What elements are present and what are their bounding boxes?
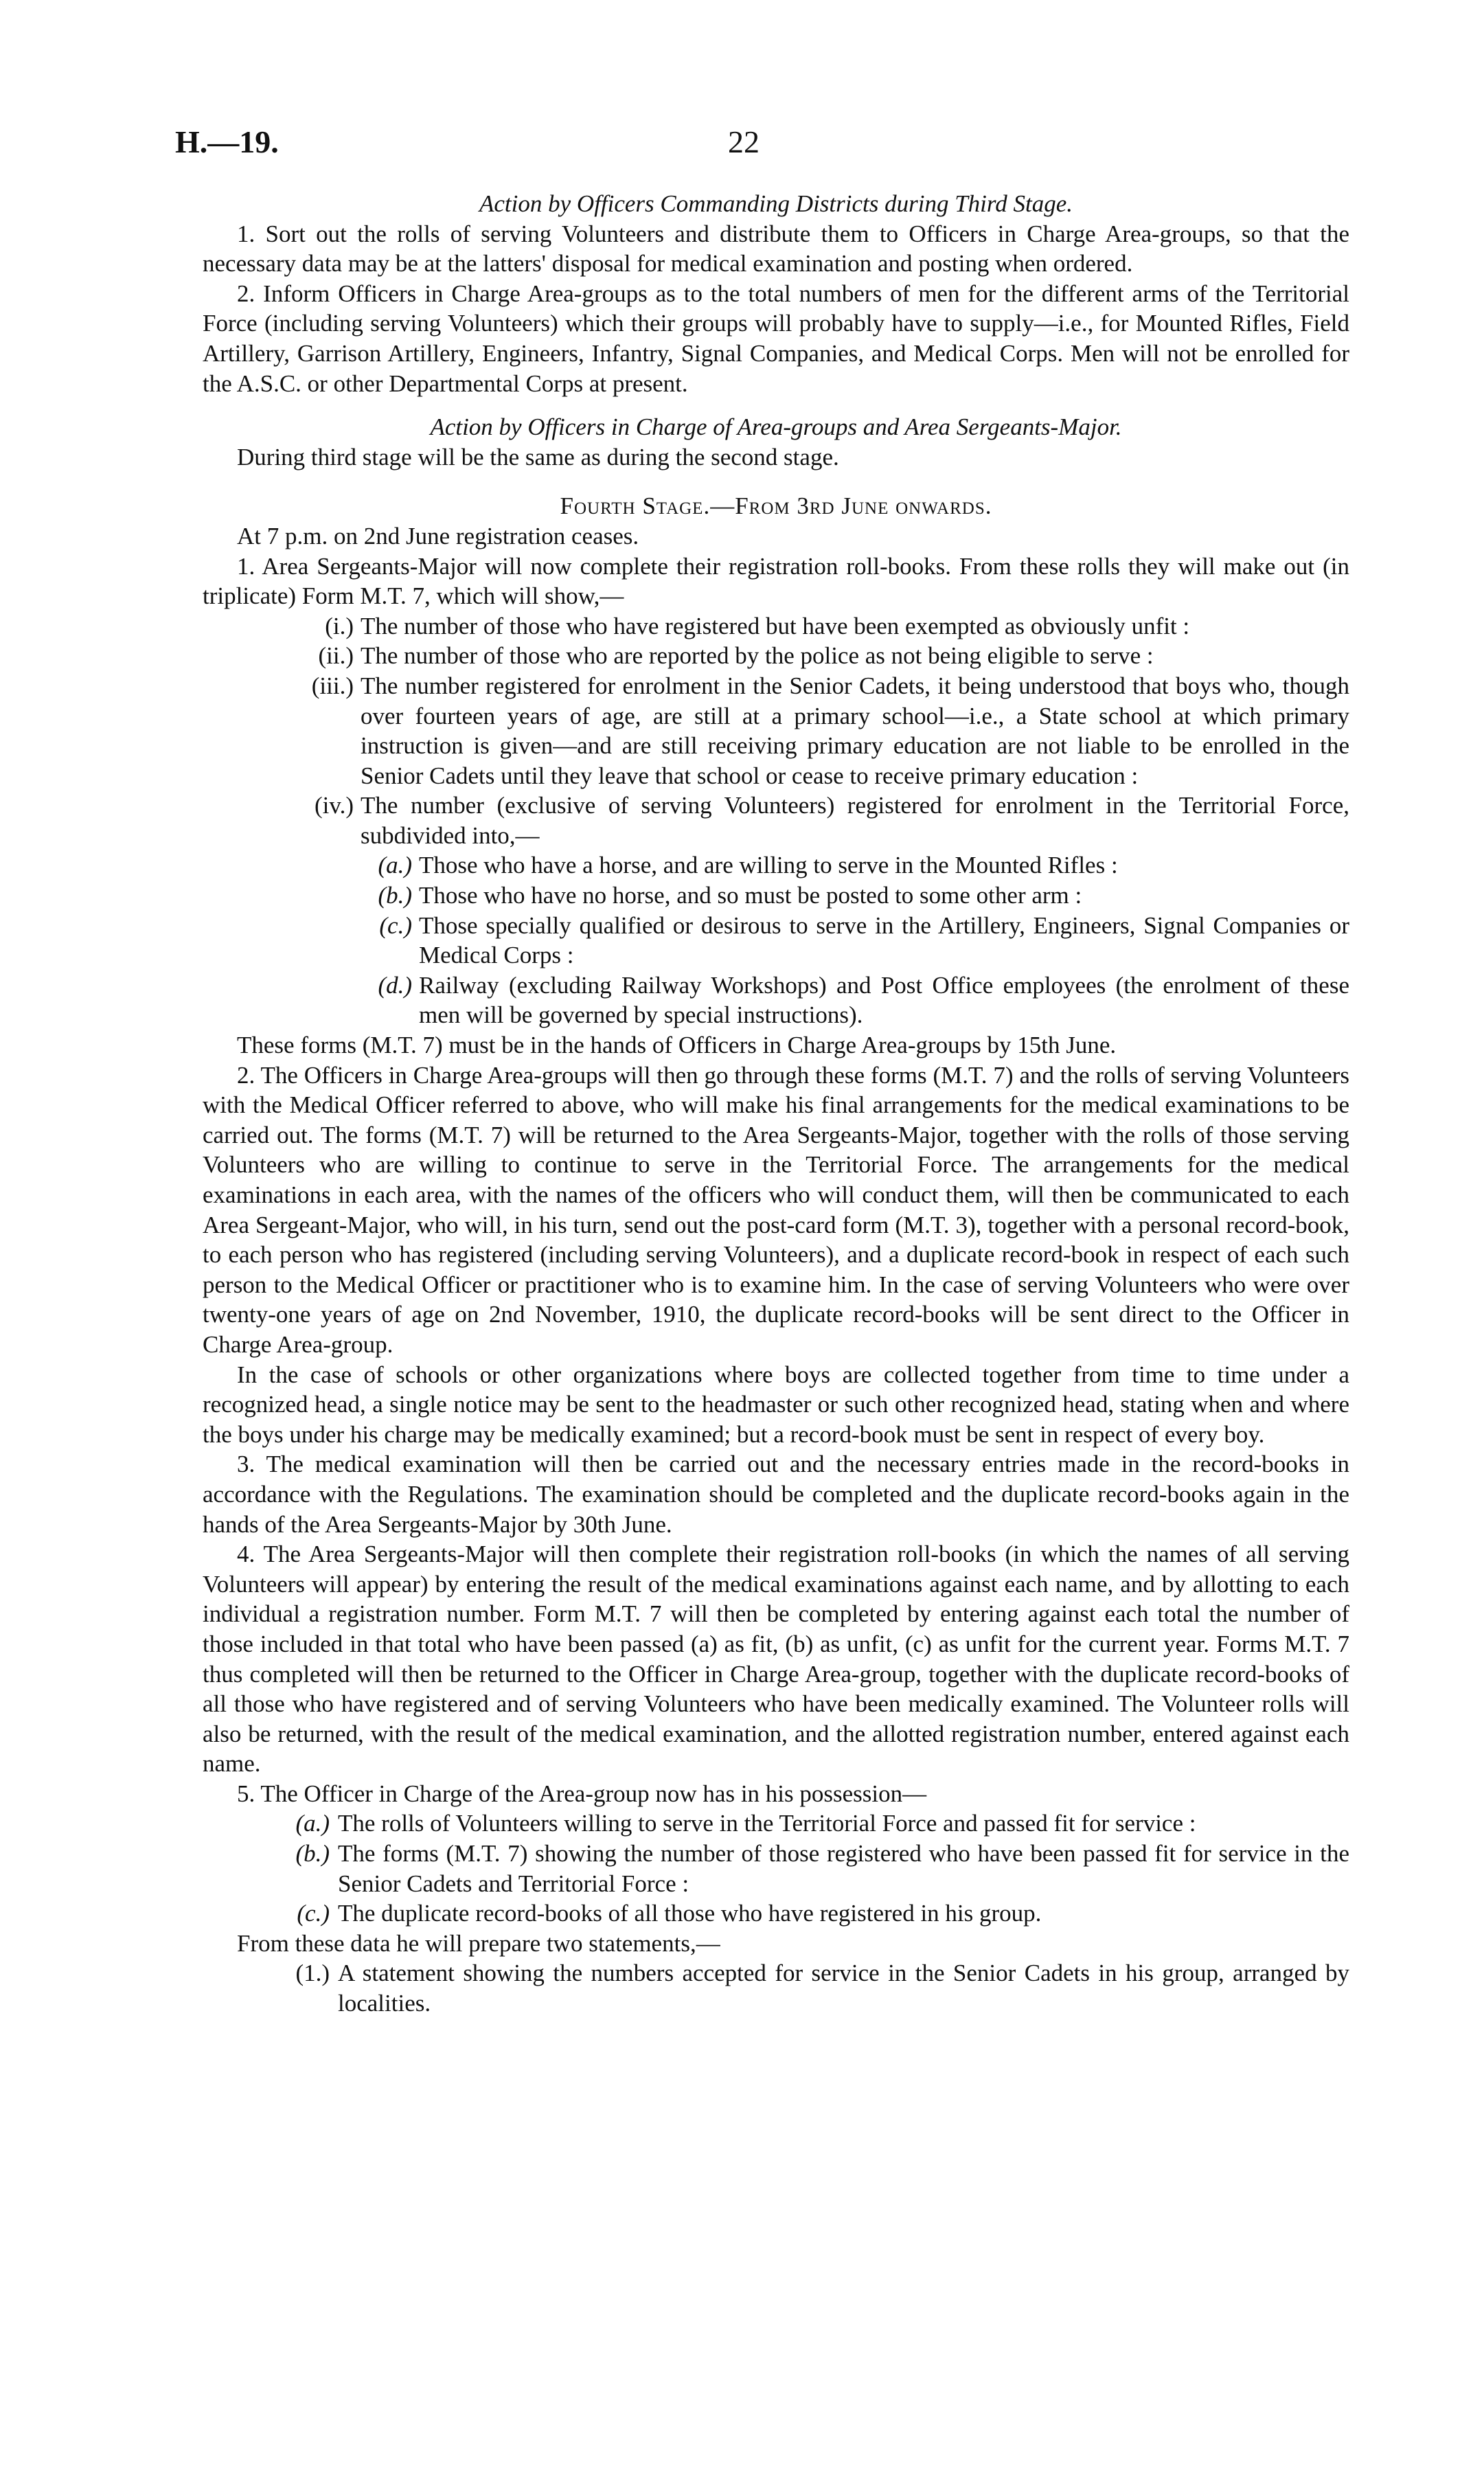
list-item-text: The forms (M.T. 7) showing the number of those registered who have been passed fit for service in the Senior Cadets and Territorial Force : [338,1840,1349,1897]
paragraph: 3. The medical examination will then be carried out and the necessary entries made in the record-books in accordance with the Regulations. The examination should be completed and the duplicate record-books again in the hands of the Area Sergeants-Major by 30th June. [203,1451,1349,1538]
paragraph: At 7 p.m. on 2nd June registration ceases. [237,522,639,549]
list-item-text: The number registered for enrolment in the Senior Cadets, it being understood that boys who, though over fourteen years of age, are still at a primary school—i.e., a State school at which primary instruction is given—and are still receiving primary education are not liable to be enrolled in the Senior Cadets until they leave that school or cease to receive primary education : [361,672,1349,789]
paragraph: These forms (M.T. 7) must be in the hands of Officers in Charge Area-groups by 15th June. [237,1032,1117,1059]
form-mt7-list [203,611,1349,1030]
paragraph: 1. Sort out the rolls of serving Volunteers and distribute them to Officers in Charge Area-groups, so that the necessary data may be at the latters' disposal for medical examination and posting when ordered. [203,220,1349,277]
section-heading-third-stage-area-groups: Action by Officers in Charge of Area-groups and Area Sergeants-Major. [430,413,1122,441]
list-item-text: The number of those who have registered but have been exempted as obviously unfit : [361,612,1190,639]
section-heading-fourth-stage: Fourth Stage.—From 3rd June onwards. [560,492,992,520]
list-item-text: The duplicate record-books of all those who have registered in his group. [338,1900,1042,1927]
list-item-label: (b.) [295,1840,330,1868]
page-body [203,189,1349,2019]
list-item-label: (i.) [325,612,354,639]
possession-list [203,1808,1349,1928]
list-item-text: Those specially qualified or desirous to serve in the Artillery, Engineers, Signal Companies or Medical Corps : [419,911,1349,969]
paragraph: 4. The Area Sergeants-Major will then complete their registration roll-books (in which the names of all serving Volunteers will appear) by entering the result of the medical examinations against each name, and by allotting to each individual a registration number. Form M.T. 7 will then be completed by entering against each total the number of those included in that total who have been passed (a) as fit, (b) as unfit, (c) as unfit for the current year. Forms M.T. 7 thus completed will then be returned to the Officer in Charge Area-group, together with the duplicate record-books of all those who have registered and of serving Volunteers who have been medically examined. The Volunteer rolls will also be returned, with the result of the medical examination, and the allotted registration number, entered against each name. [203,1541,1349,1778]
list-item-label: (a.) [378,852,412,879]
paragraph: During third stage will be the same as during the second stage. [237,443,839,470]
list-item [203,1958,1349,2018]
list-item-label: (d.) [378,971,412,999]
list-item-label: (b.) [378,882,412,909]
list-item-label: (c.) [379,911,412,939]
list-item-text: The number (exclusive of serving Volunteers) registered for enrolment in the Territorial Force, subdivided into,— [361,792,1349,849]
paragraph: In the case of schools or other organizations where boys are collected together from time to time under a recognized head, a single notice may be sent to the headmaster or such other recognized head, stating when and where the boys under his charge may be medically examined; but a record-book must be sent in respect of every boy. [203,1361,1349,1448]
list-item-label: (c.) [297,1900,330,1927]
sub-list-item [203,911,1349,971]
list-item-label: (a.) [295,1810,330,1837]
list-item-text: Those who have no horse, and so must be posted to some other arm : [419,882,1082,909]
list-item-label: (iii.) [311,672,354,699]
paragraph: 2. Inform Officers in Charge Area-groups as to the total numbers of men for the different arms of the Territorial Force (including serving Volunteers) which their groups will probably have to supply—i.e., for Mounted Rifles, Field Artillery, Garrison Artillery, Engineers, Infantry, Signal Companies, and Medical Corps. Men will not be enrolled for the A.S.C. or other Departmental Corps at present. [203,280,1349,397]
list-item [203,641,1349,671]
paragraph: From these data he will prepare two statements,— [237,1929,720,1957]
sub-list-item [203,881,1349,911]
section-heading-third-stage-districts: Action by Officers Commanding Districts during Third Stage. [479,190,1073,217]
statements-list [203,1958,1349,2018]
list-item-text: A statement showing the numbers accepted for service in the Senior Cadets in his group, arranged by localities. [338,1960,1349,2017]
list-item-text: The number of those who are reported by the police as not being eligible to serve : [361,642,1154,670]
sub-list-item [203,971,1349,1030]
list-item-text: Those who have a horse, and are willing to serve in the Mounted Rifles : [419,852,1118,879]
list-item [203,1839,1349,1898]
paragraph: 5. The Officer in Charge of the Area-group now has in his possession— [237,1780,927,1807]
list-item-label: (1.) [295,1960,330,1987]
list-item [203,1898,1349,1929]
page-number: 22 [728,124,760,159]
list-item [203,791,1349,850]
list-item-text: The rolls of Volunteers willing to serve in the Territorial Force and passed fit for service : [338,1810,1196,1837]
paragraph: 2. The Officers in Charge Area-groups will then go through these forms (M.T. 7) and the rolls of serving Volunteers with the Medical Officer referred to above, who will make his final arrangements for the medical examinations to be carried out. The forms (M.T. 7) will be returned to the Area Sergeants-Major, together with the rolls of those serving Volunteers who are willing to continue to serve in the Territorial Force. The arrangements for the medical examinations in each area, with the names of the officers who will conduct them, will then be communicated to each Area Sergeant-Major, who will, in his turn, send out the post-card form (M.T. 3), together with a personal record-book, to each person who has registered (including serving Volunteers), and a duplicate record-book in respect of each such person to the Medical Officer or practitioner who is to examine him. In the case of serving Volunteers who were over twenty-one years of age on 2nd November, 1910, the duplicate record-books will be sent direct to the Officer in Charge Area-group. [203,1061,1349,1358]
list-item-text: Railway (excluding Railway Workshops) and Post Office employees (the enrolment of these men will be governed by special instructions). [419,971,1349,1029]
list-item-label: (iv.) [314,792,354,819]
list-item [203,611,1349,642]
paragraph: 1. Area Sergeants-Major will now complete their registration roll-books. From these rolls they will make out (in triplicate) Form M.T. 7, which will show,— [203,552,1349,610]
list-item [203,1808,1349,1839]
list-item-label: (ii.) [318,642,354,670]
document-reference: H.—19. [175,124,279,159]
sub-list-item [203,850,1349,881]
list-item [203,671,1349,791]
